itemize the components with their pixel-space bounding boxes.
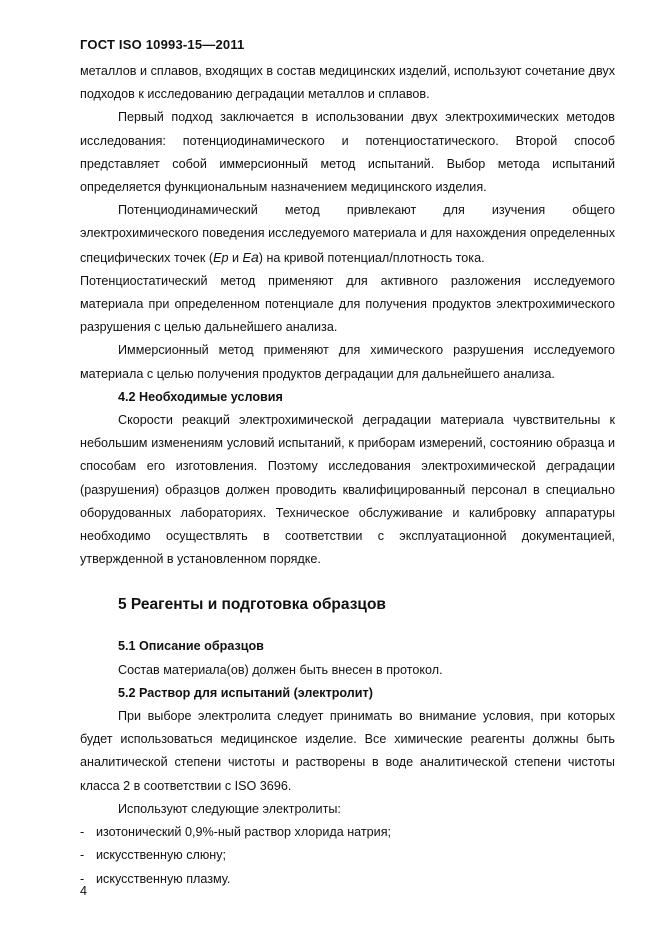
section-5-title: 5 Реагенты и подготовка образцов (118, 596, 386, 614)
electrolyte-list-intro: Используют следующие электролиты: (118, 801, 341, 816)
paragraph-3-text-a: Потенциодинамический метод привлекают для изучения общего электрохимического поведения исследуемого материала и для нахождения определенных специфических точек ( (80, 203, 615, 265)
list-item: - изотонический 0,9%-ный раствор хлорида натрия; (80, 825, 392, 840)
paragraph-4: Потенциостатический метод применяют для активного разложения исследуемого материала при определенном потенциале для получения продуктов электрохимического разрушения с целью дальнейшего анализа. (80, 273, 615, 335)
paragraph-3 (80, 199, 615, 270)
subsection-5-1-text: Состав материала(ов) должен быть внесен в протокол. (118, 662, 443, 677)
subsection-4-2-text: Скорости реакций электрохимической деградации материала чувствительны к небольшим изменениям условий испытаний, к приборам измерений, состоянию образца и способам его изготовления. Поэтому исследования электрохимической деградации (разрушения) образцов должен проводить квалифицированный персонал в специально оборудованных лабораториях. Техническое обслуживание и калибровку аппаратуры необходимо осуществлять в соответствии с эксплуатационной документацией, утвержденной в установленном порядке. (80, 413, 615, 567)
subsection-5-2-text: При выборе электролита следует принимать во внимание условия, при которых будет использоваться медицинское изделие. Все химические реагенты должны быть аналитической степени чистоты и растворены в воде аналитической степени чистоты класса 2 в соответствии с ISO 3696. (80, 709, 615, 793)
list-item: - искусственную слюну; (80, 848, 227, 863)
symbol-ep: Ep (213, 250, 229, 265)
page-number: 4 (80, 884, 88, 898)
paragraph-3-and: и (228, 250, 243, 265)
list-item: - искусственную плазму. (80, 871, 231, 886)
document-header: ГОСТ ISO 10993-15—2011 (80, 37, 245, 52)
paragraph-2: Первый подход заключается в использовании двух электрохимических методов исследования: потенциодинамического и потенциостатического. Второй способ представляет собой иммерсионный метод испытаний. Выбор метода испытаний определяется функциональным назначением медицинского изделия. (80, 110, 615, 195)
body-text (80, 60, 615, 891)
subsection-5-1-title: 5.1 Описание образцов (118, 639, 264, 654)
paragraph-5: Иммерсионный метод применяют для химического разрушения исследуемого материала с целью получения продуктов деградации для дальнейшего анализа. (80, 343, 615, 381)
paragraph-1: металлов и сплавов, входящих в состав медицинских изделий, используют сочетание двух подходов к исследованию деградации металлов и сплавов. (80, 64, 615, 102)
subsection-4-2-title: 4.2 Необходимые условия (118, 389, 283, 404)
subsection-5-2-title: 5.2 Раствор для испытаний (электролит) (118, 685, 373, 700)
symbol-ea: Ea (242, 248, 259, 265)
paragraph-3-text-b: ) на кривой потенциал/плотность тока. (258, 250, 485, 265)
